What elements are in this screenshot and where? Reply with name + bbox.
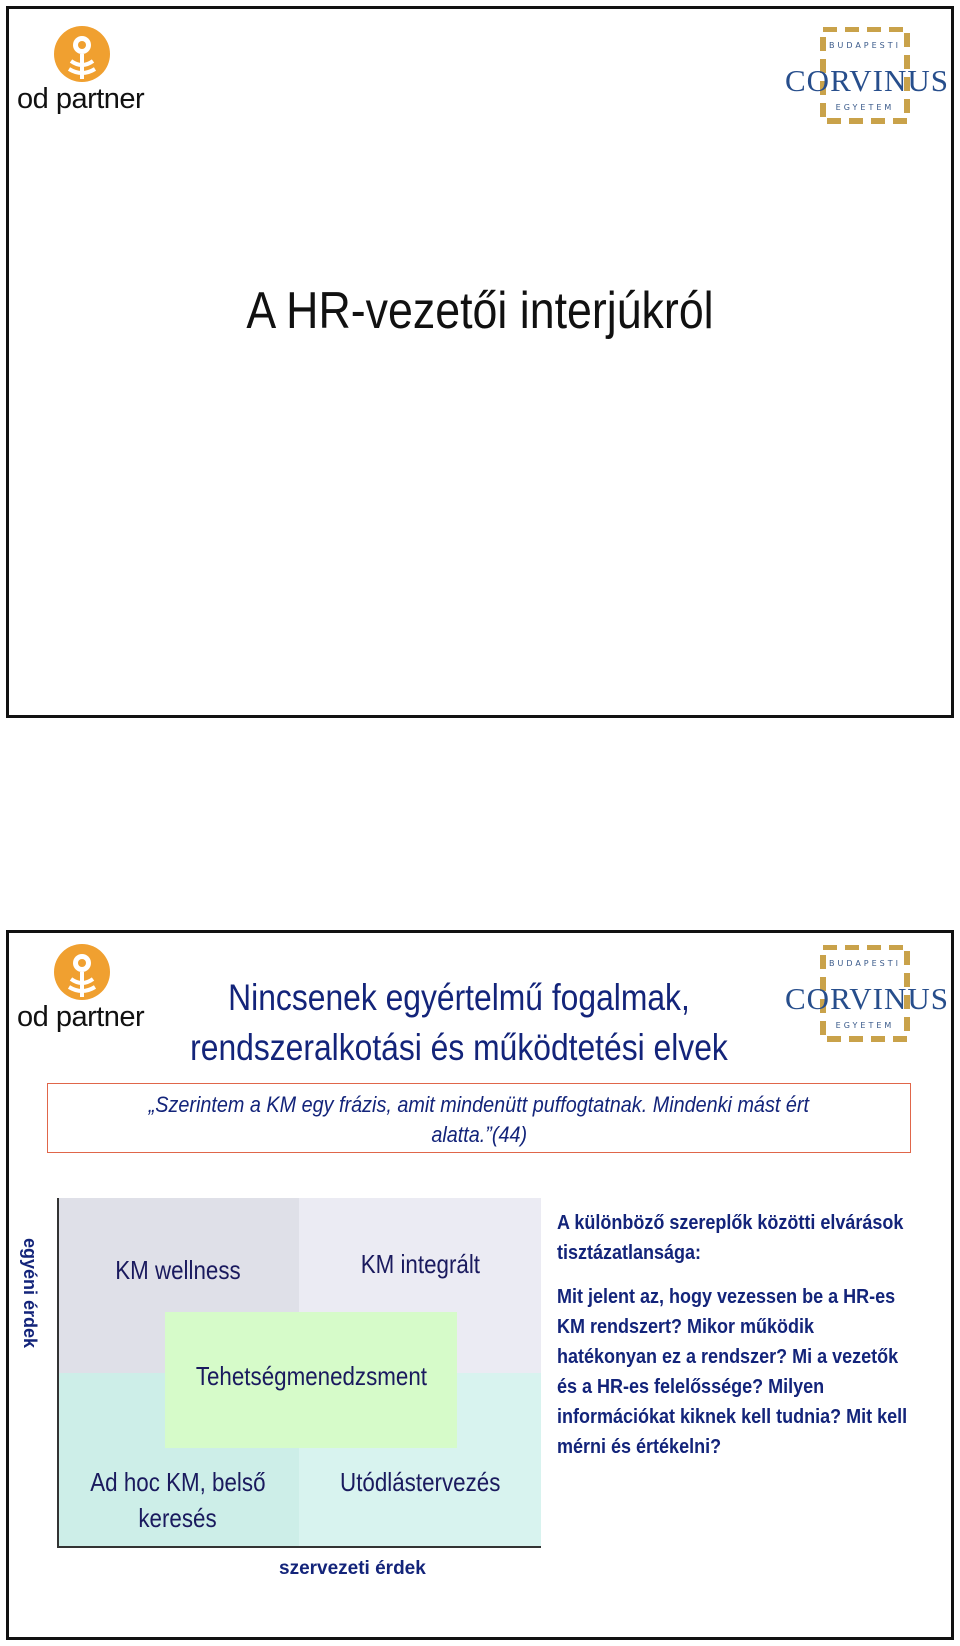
slide-2-title-line-2: rendszeralkotási és működtetési elvek (190, 1027, 728, 1068)
od-partner-emblem-icon (51, 23, 113, 85)
corvinus-bottom-text: EGYETEM (835, 1021, 895, 1030)
corvinus-top-text: BUDAPESTI (828, 41, 902, 50)
slide-2-title (184, 973, 734, 1073)
label-km-wellness: KM wellness (115, 1255, 241, 1285)
y-axis-label: egyéni érdek (20, 1238, 40, 1349)
interest-matrix (20, 1198, 541, 1548)
corvinus-bottom-text: EGYETEM (835, 103, 895, 112)
slide-2 (6, 930, 954, 1640)
label-utodlastervezes: Utódlástervezés (339, 1467, 501, 1497)
corvinus-name: CORVINUS (785, 981, 949, 1016)
label-km-integralt: KM integrált (360, 1249, 480, 1279)
slide-1 (6, 6, 954, 718)
quote-line-1: „Szerintem a KM egy frázis, amit mindenütt puffogtatnak. Mindenki mást ért (148, 1092, 810, 1117)
side-body: Mit jelent az, hogy vezessen be a HR-es KM rendszert? Mikor működik hatékonyan ez a rendszer? Mi a vezetők és a HR-es felelőssége? Milyen információkat kiknek kell tudnia? Mit kell mérni és értékelni? (557, 1286, 908, 1458)
od-partner-wordmark: od partner (17, 1001, 145, 1033)
x-axis-line (57, 1546, 541, 1548)
od-partner-logo (17, 23, 157, 123)
slide-2-title-line-1: Nincsenek egyértelmű fogalmak, (228, 977, 690, 1018)
quote-line-2: alatta.”(44) (431, 1122, 527, 1147)
slide-1-title: A HR-vezetői interjúkról (246, 282, 714, 340)
side-text (557, 1208, 907, 1476)
x-axis-label: szervezeti érdek (279, 1558, 426, 1579)
corvinus-logo (785, 945, 949, 1045)
corvinus-logo (785, 27, 949, 127)
corvinus-name: CORVINUS (785, 63, 949, 98)
side-heading: A különböző szereplők közötti elvárások tisztázatlansága: (557, 1212, 904, 1264)
od-partner-wordmark: od partner (17, 83, 145, 115)
corvinus-top-text: BUDAPESTI (828, 959, 902, 968)
od-partner-logo (17, 941, 157, 1041)
label-ad-hoc-km: Ad hoc KM, belső keresés (90, 1467, 266, 1533)
label-tehetsegmenedzsment: Tehetségmenedzsment (195, 1361, 427, 1391)
quote-box (47, 1083, 911, 1153)
od-partner-emblem-icon (51, 941, 113, 1003)
